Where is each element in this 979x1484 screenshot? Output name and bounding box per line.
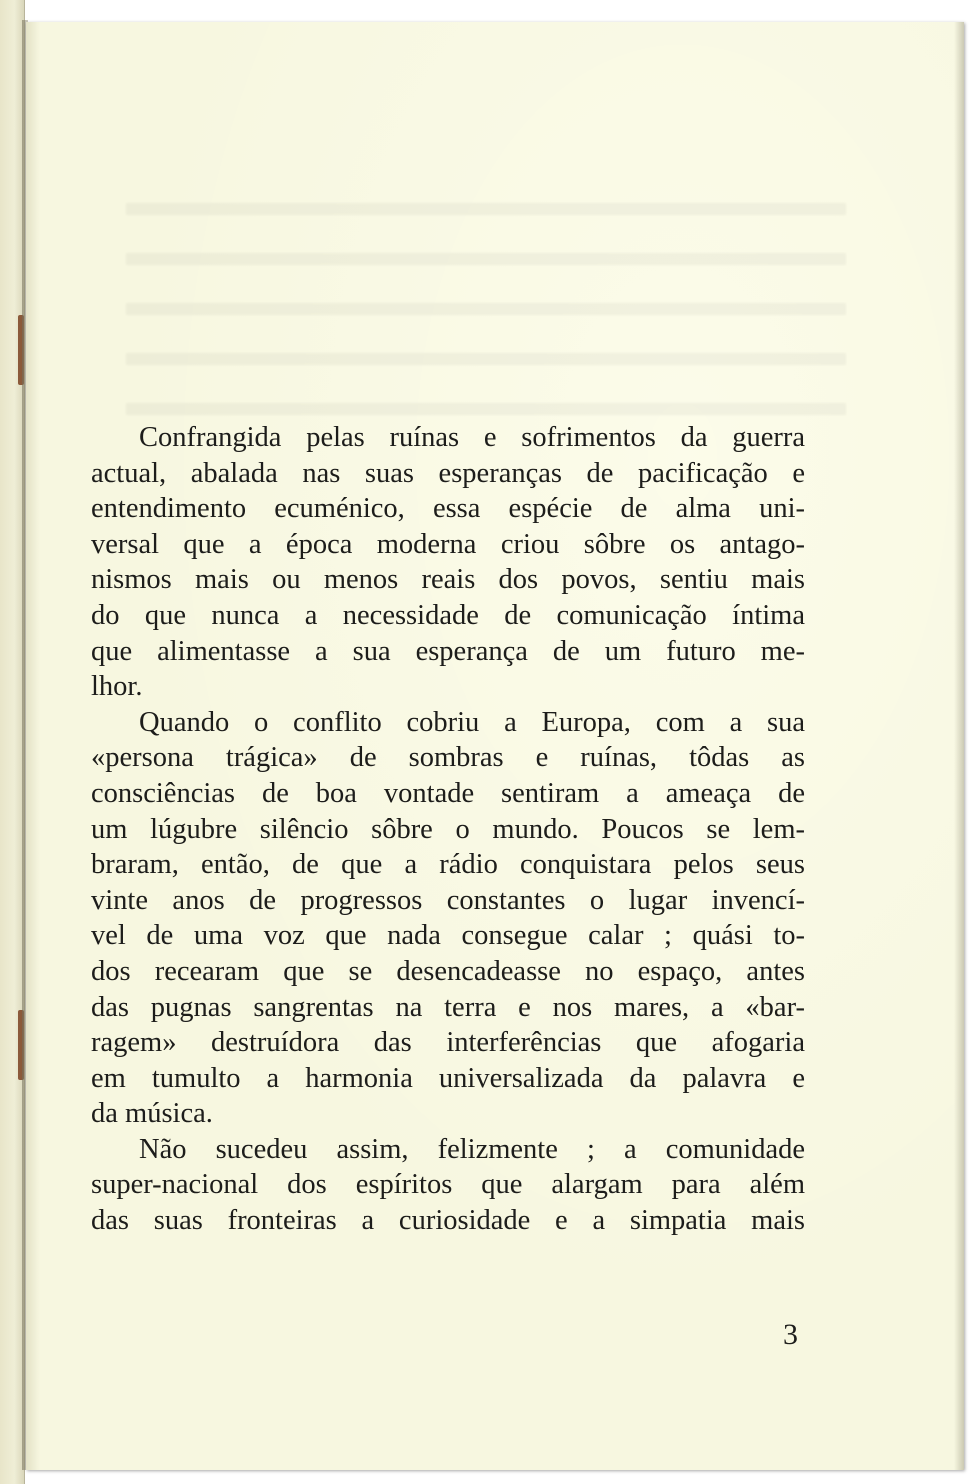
text-line: consciências de boa vontade sentiram a ameaça de — [91, 777, 805, 809]
text-line: que alimentasse a sua esperança de um futuro me- — [91, 635, 805, 667]
page-number: 3 — [783, 1318, 798, 1351]
show-through-texture — [126, 167, 846, 427]
text-line: em tumulto a harmonia universalizada da palavra e — [91, 1062, 805, 1094]
text-line: Não sucedeu assim, felizmente ; a comunidade — [139, 1133, 805, 1165]
paragraph-1 — [91, 420, 805, 705]
paragraph-3 — [91, 1132, 805, 1239]
text-line: super-nacional dos espíritos que alargam para além — [91, 1169, 805, 1201]
text-line: da música. — [91, 1098, 213, 1130]
text-line: lhor. — [91, 671, 143, 703]
text-line: dos recearam que se desencadeasse no espaço, antes — [91, 955, 805, 987]
text-line: entendimento ecuménico, essa espécie de alma uni- — [91, 493, 805, 525]
page-edge-shadow — [954, 22, 964, 1470]
text-line: vel de uma voz que nada consegue calar ; quási to- — [91, 920, 805, 952]
body-text — [91, 420, 805, 1239]
text-line: do que nunca a necessidade de comunicação íntima — [91, 599, 805, 631]
text-line: Confrangida pelas ruínas e sofrimentos da guerra — [139, 422, 805, 453]
text-line: um lúgubre silêncio sôbre o mundo. Poucos se lem- — [91, 813, 805, 845]
text-line: versal que a época moderna criou sôbre os antago- — [91, 528, 805, 560]
paragraph-2 — [91, 705, 805, 1132]
text-line: actual, abalada nas suas esperanças de pacificação e — [91, 457, 805, 489]
text-line: braram, então, de que a rádio conquistara pelos seus — [91, 849, 805, 881]
text-line: Quando o conflito cobriu a Europa, com a sua — [139, 706, 805, 738]
text-line: «persona trágica» de sombras e ruínas, tôdas as — [91, 742, 805, 774]
text-line: das suas fronteiras a curiosidade e a simpatia mais — [91, 1205, 805, 1237]
text-line: das pugnas sangrentas na terra e nos mares, a «bar- — [91, 991, 805, 1023]
text-line: nismos mais ou menos reais dos povos, sentiu mais — [91, 564, 805, 596]
text-line: vinte anos de progressos constantes o lugar invencí- — [91, 884, 805, 916]
text-line: ragem» destruídora das interferências que afogaria — [91, 1027, 805, 1059]
